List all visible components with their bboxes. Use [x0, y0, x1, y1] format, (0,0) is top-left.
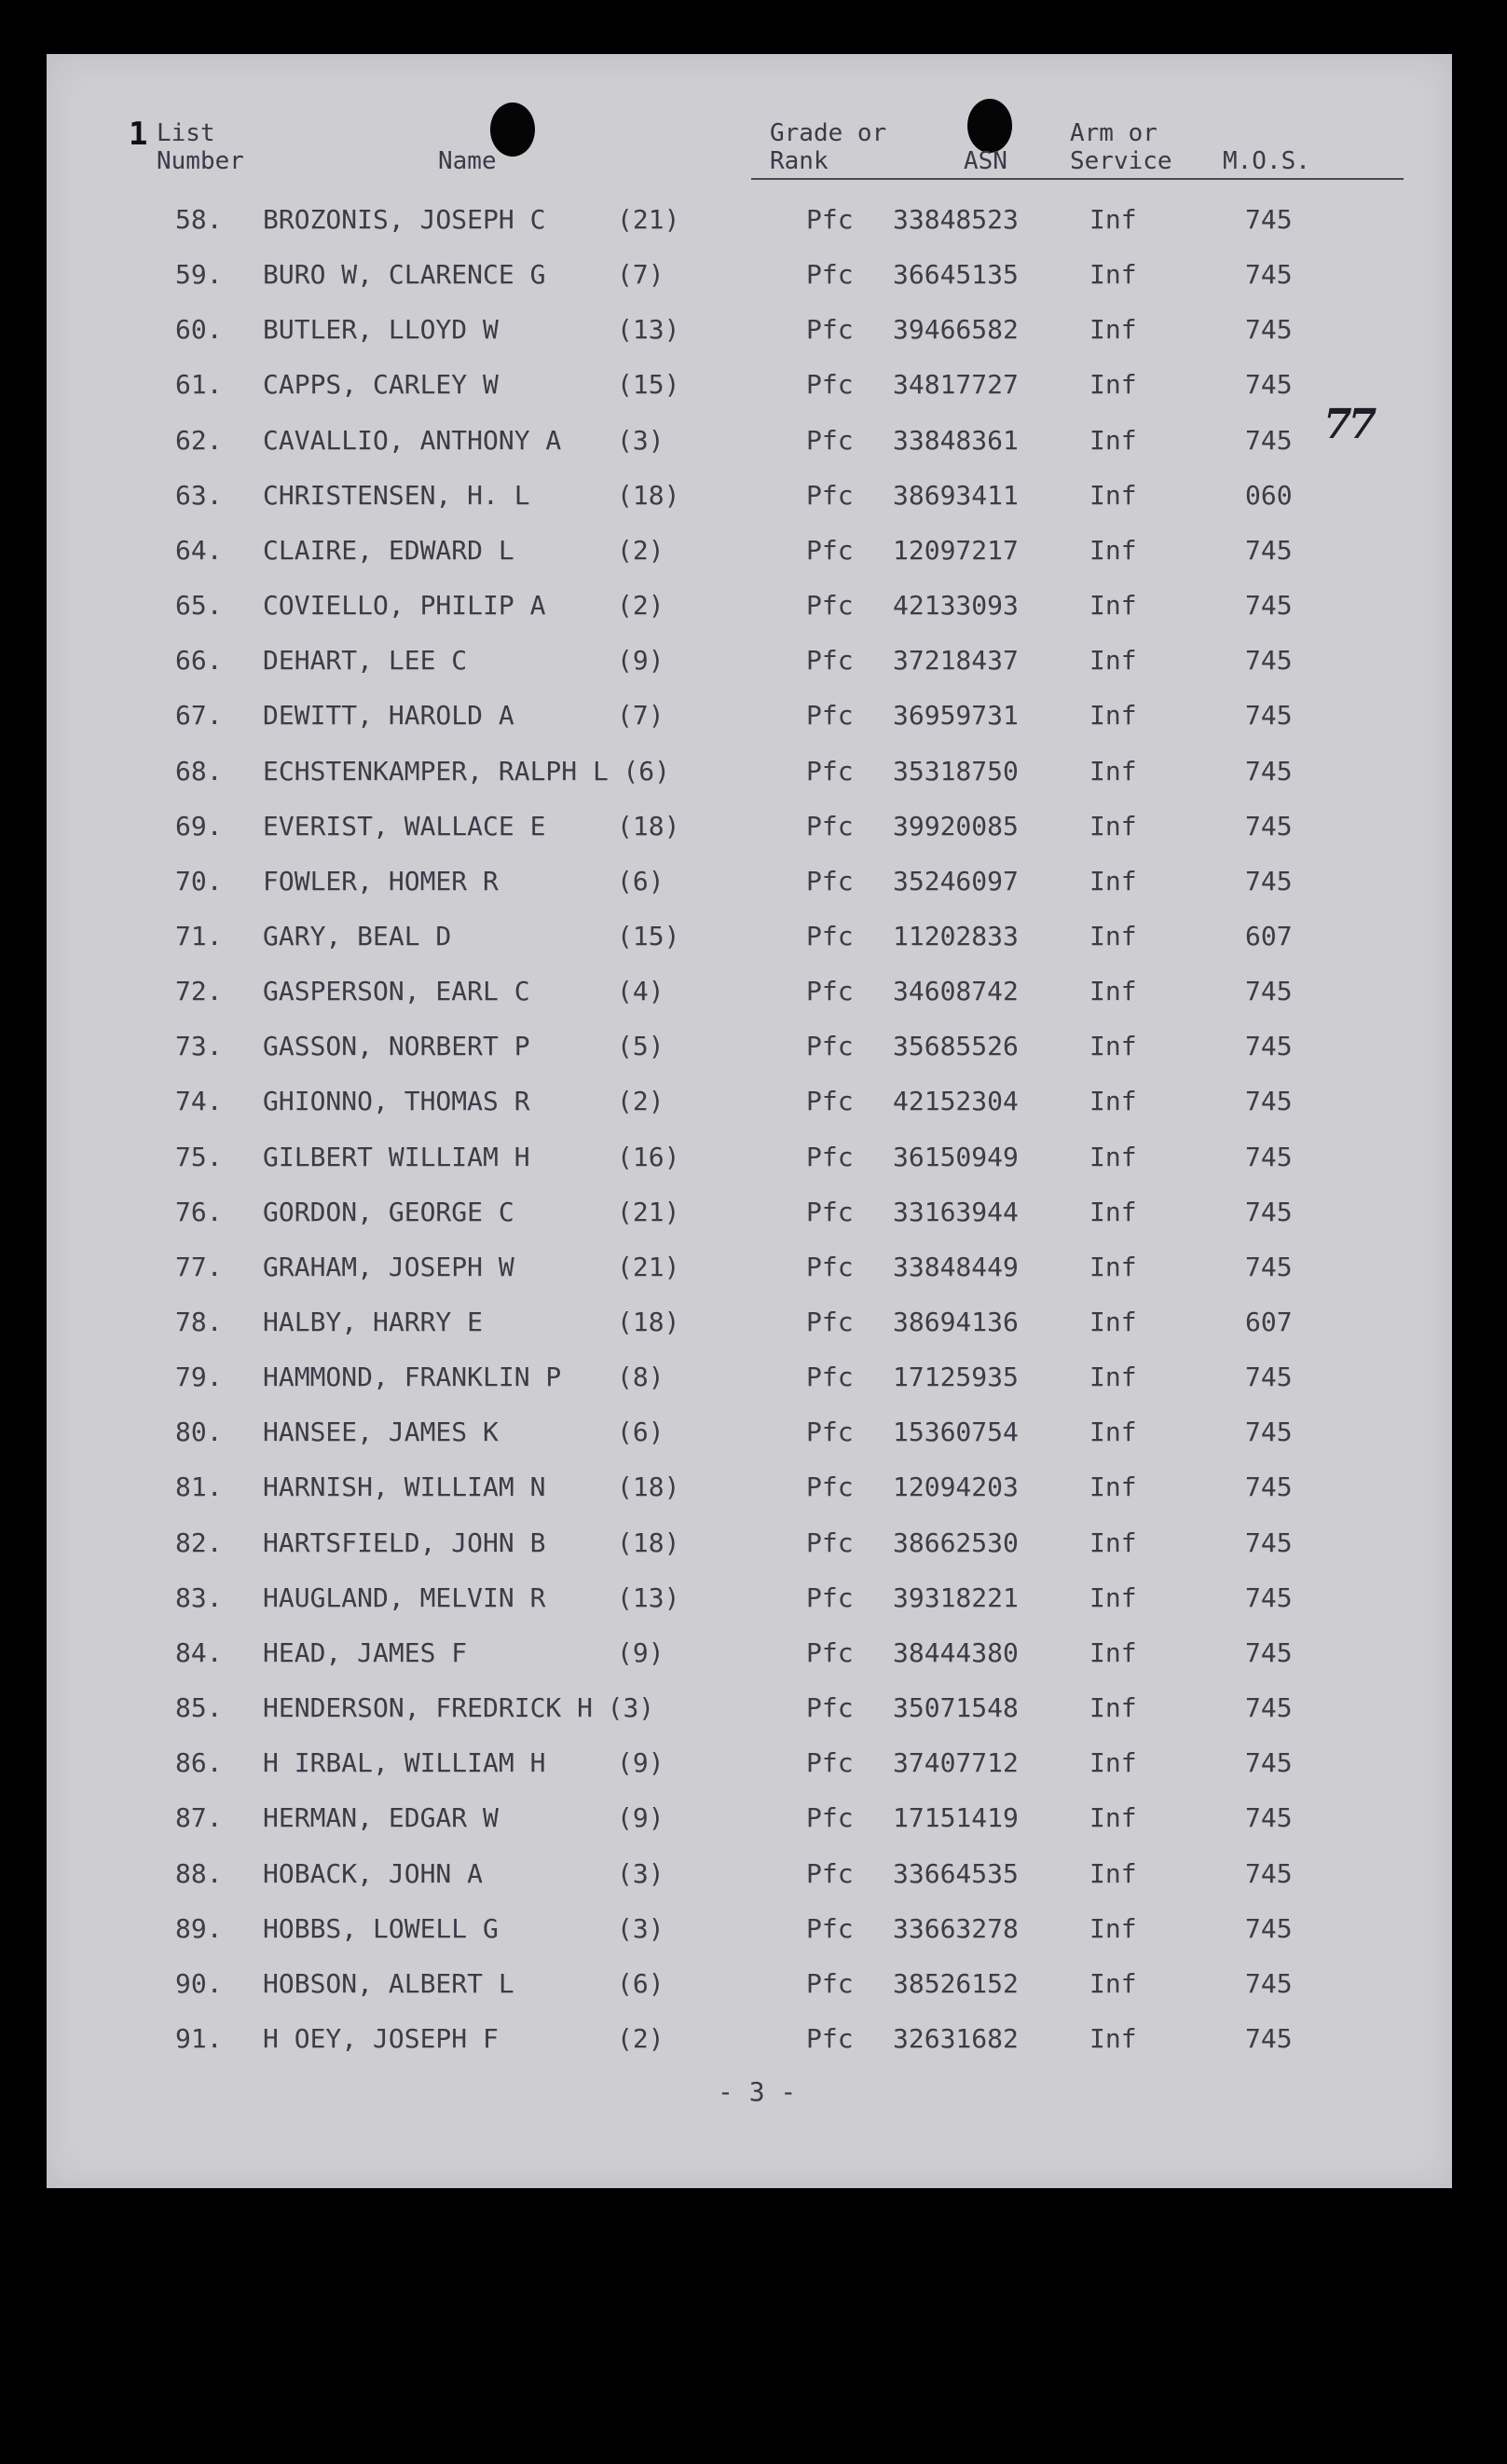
mos-code: 745 [1245, 865, 1293, 897]
soldier-name: HEAD, JAMES F [263, 1636, 468, 1668]
asn: 33848449 [893, 1251, 1019, 1282]
header-rule [751, 178, 1404, 180]
list-number: 86. [175, 1747, 223, 1779]
list-number: 78. [175, 1307, 223, 1337]
list-number: 64. [175, 534, 223, 566]
table-row [47, 1304, 1452, 1341]
arm-service: Inf [1089, 755, 1137, 787]
group-number: (2) [617, 1086, 664, 1117]
soldier-name: HAMMOND, FRANKLIN P [263, 1362, 562, 1393]
group-number: (5) [617, 1031, 664, 1062]
asn: 35318750 [893, 755, 1019, 787]
arm-service: Inf [1089, 1031, 1137, 1062]
asn: 42152304 [893, 1086, 1019, 1117]
soldier-name: DEHART, LEE C [263, 645, 468, 677]
table-row [47, 366, 1452, 404]
list-number: 83. [175, 1581, 223, 1613]
grade-rank: Pfc [806, 755, 854, 787]
grade-rank: Pfc [806, 204, 854, 235]
list-number: 84. [175, 1636, 223, 1668]
table-row [47, 201, 1452, 239]
soldier-name: CHRISTENSEN, H. L [263, 479, 530, 511]
arm-service: Inf [1089, 865, 1137, 897]
arm-service: Inf [1089, 1581, 1137, 1613]
asn: 34817727 [893, 369, 1019, 401]
grade-rank: Pfc [806, 1031, 854, 1062]
mos-code: 745 [1245, 1857, 1293, 1889]
list-number: 77. [175, 1251, 223, 1282]
group-number: (9) [617, 1636, 664, 1668]
mos-code: 745 [1245, 369, 1293, 401]
arm-service: Inf [1089, 1307, 1137, 1337]
grade-rank: Pfc [806, 1196, 854, 1227]
soldier-name: HAUGLAND, MELVIN R [263, 1581, 546, 1613]
grade-rank: Pfc [806, 700, 854, 732]
header-grade-rank: Grade or Rank [770, 119, 887, 175]
group-number: (18) [617, 810, 680, 842]
list-number: 70. [175, 865, 223, 897]
grade-rank: Pfc [806, 1967, 854, 1999]
grade-rank: Pfc [806, 1857, 854, 1889]
arm-service: Inf [1089, 1967, 1137, 1999]
mos-code: 745 [1245, 976, 1293, 1007]
group-number: (9) [617, 1747, 664, 1779]
group-number: (7) [617, 700, 664, 732]
asn: 34608742 [893, 976, 1019, 1007]
asn: 35071548 [893, 1692, 1019, 1724]
arm-service: Inf [1089, 1857, 1137, 1889]
table-row [47, 1414, 1452, 1451]
group-number: (21) [617, 204, 680, 235]
asn: 11202833 [893, 920, 1019, 951]
mos-code: 745 [1245, 1692, 1293, 1724]
asn: 39318221 [893, 1581, 1019, 1613]
handwritten-margin-note: 77 [1323, 401, 1374, 448]
table-row [47, 1469, 1452, 1506]
header-list-number: List Number [157, 119, 244, 175]
asn: 15360754 [893, 1417, 1019, 1448]
asn: 36959731 [893, 700, 1019, 732]
arm-service: Inf [1089, 810, 1137, 842]
table-row [47, 532, 1452, 569]
soldier-name: HARTSFIELD, JOHN B [263, 1526, 546, 1558]
arm-service: Inf [1089, 1636, 1137, 1668]
grade-rank: Pfc [806, 1307, 854, 1337]
list-number: 63. [175, 479, 223, 511]
mos-code: 745 [1245, 259, 1293, 291]
list-number: 73. [175, 1031, 223, 1062]
grade-rank: Pfc [806, 2022, 854, 2054]
list-number: 89. [175, 1912, 223, 1944]
grade-rank: Pfc [806, 1912, 854, 1944]
asn: 38662530 [893, 1526, 1019, 1558]
mos-code: 060 [1245, 479, 1293, 511]
list-number: 88. [175, 1857, 223, 1889]
table-row [47, 918, 1452, 955]
header-mos: M.O.S. [1223, 147, 1310, 175]
table-row [47, 2020, 1452, 2058]
asn: 36150949 [893, 1141, 1019, 1172]
list-number: 91. [175, 2022, 223, 2054]
asn: 37407712 [893, 1747, 1019, 1779]
arm-service: Inf [1089, 976, 1137, 1007]
table-row [47, 1800, 1452, 1837]
soldier-name: GILBERT WILLIAM H [263, 1141, 530, 1172]
mos-code: 745 [1245, 424, 1293, 456]
asn: 17125935 [893, 1362, 1019, 1393]
grade-rank: Pfc [806, 1251, 854, 1282]
grade-rank: Pfc [806, 1141, 854, 1172]
list-number: 68. [175, 755, 223, 787]
page-number: - 3 - [718, 2076, 797, 2107]
grade-rank: Pfc [806, 976, 854, 1007]
arm-service: Inf [1089, 700, 1137, 732]
group-number: (2) [617, 2022, 664, 2054]
document-page [47, 54, 1452, 2188]
group-number: (6) [617, 1417, 664, 1448]
table-row [47, 1083, 1452, 1120]
group-number: (2) [617, 534, 664, 566]
table-row [47, 973, 1452, 1010]
grade-rank: Pfc [806, 1526, 854, 1558]
arm-service: Inf [1089, 204, 1137, 235]
list-number: 65. [175, 590, 223, 622]
mos-code: 745 [1245, 1526, 1293, 1558]
list-number: 75. [175, 1141, 223, 1172]
group-number: (18) [617, 1472, 680, 1503]
table-row [47, 1580, 1452, 1617]
group-number: (3) [617, 1912, 664, 1944]
grade-rank: Pfc [806, 810, 854, 842]
mos-code: 745 [1245, 1581, 1293, 1613]
group-number: (3) [617, 1857, 664, 1889]
table-row [47, 1525, 1452, 1562]
asn: 39920085 [893, 810, 1019, 842]
soldier-name: CLAIRE, EDWARD L [263, 534, 514, 566]
group-number: (13) [617, 1581, 680, 1613]
arm-service: Inf [1089, 1912, 1137, 1944]
grade-rank: Pfc [806, 369, 854, 401]
grade-rank: Pfc [806, 534, 854, 566]
grade-rank: Pfc [806, 1417, 854, 1448]
asn: 39466582 [893, 314, 1019, 346]
table-row [47, 1194, 1452, 1231]
grade-rank: Pfc [806, 865, 854, 897]
asn: 35246097 [893, 865, 1019, 897]
soldier-name: BURO W, CLARENCE G [263, 259, 546, 291]
group-number: (3) [607, 1692, 655, 1724]
mos-code: 745 [1245, 1912, 1293, 1944]
group-number: (3) [617, 424, 664, 456]
mos-code: 745 [1245, 1196, 1293, 1227]
list-number: 59. [175, 259, 223, 291]
mos-code: 607 [1245, 920, 1293, 951]
grade-rank: Pfc [806, 424, 854, 456]
soldier-name: GARY, BEAL D [263, 920, 452, 951]
group-number: (9) [617, 645, 664, 677]
group-number: (6) [623, 755, 670, 787]
soldier-name: ECHSTENKAMPER, RALPH L [263, 755, 609, 787]
arm-service: Inf [1089, 1417, 1137, 1448]
table-row [47, 587, 1452, 624]
grade-rank: Pfc [806, 1747, 854, 1779]
soldier-name: BUTLER, LLOYD W [263, 314, 499, 346]
mos-code: 607 [1245, 1307, 1293, 1337]
soldier-name: EVERIST, WALLACE E [263, 810, 546, 842]
table-row [47, 1139, 1452, 1176]
asn: 17151419 [893, 1802, 1019, 1834]
mos-code: 745 [1245, 1086, 1293, 1117]
list-number: 79. [175, 1362, 223, 1393]
table-row [47, 1028, 1452, 1065]
list-number: 67. [175, 700, 223, 732]
grade-rank: Pfc [806, 645, 854, 677]
mos-code: 745 [1245, 1636, 1293, 1668]
asn: 35685526 [893, 1031, 1019, 1062]
soldier-name: HARNISH, WILLIAM N [263, 1472, 546, 1503]
table-row [47, 1745, 1452, 1782]
asn: 38693411 [893, 479, 1019, 511]
grade-rank: Pfc [806, 590, 854, 622]
group-number: (18) [617, 1307, 680, 1337]
group-number: (9) [617, 1802, 664, 1834]
arm-service: Inf [1089, 1251, 1137, 1282]
soldier-name: COVIELLO, PHILIP A [263, 590, 546, 622]
mos-code: 745 [1245, 810, 1293, 842]
grade-rank: Pfc [806, 920, 854, 951]
table-row [47, 697, 1452, 734]
punch-hole [967, 99, 1012, 153]
arm-service: Inf [1089, 534, 1137, 566]
mos-code: 745 [1245, 700, 1293, 732]
asn: 38694136 [893, 1307, 1019, 1337]
grade-rank: Pfc [806, 1362, 854, 1393]
arm-service: Inf [1089, 1747, 1137, 1779]
asn: 33848361 [893, 424, 1019, 456]
arm-service: Inf [1089, 1086, 1137, 1117]
arm-service: Inf [1089, 1802, 1137, 1834]
soldier-name: GRAHAM, JOSEPH W [263, 1251, 514, 1282]
mos-code: 745 [1245, 1251, 1293, 1282]
table-row [47, 1910, 1452, 1948]
header-asn: ASN [964, 147, 1007, 175]
mos-code: 745 [1245, 1967, 1293, 1999]
asn: 12097217 [893, 534, 1019, 566]
mos-code: 745 [1245, 314, 1293, 346]
grade-rank: Pfc [806, 1086, 854, 1117]
group-number: (7) [617, 259, 664, 291]
asn: 33163944 [893, 1196, 1019, 1227]
grade-rank: Pfc [806, 479, 854, 511]
table-row [47, 753, 1452, 790]
grade-rank: Pfc [806, 1802, 854, 1834]
list-number: 76. [175, 1196, 223, 1227]
arm-service: Inf [1089, 1526, 1137, 1558]
grade-rank: Pfc [806, 314, 854, 346]
grade-rank: Pfc [806, 1581, 854, 1613]
table-row [47, 1359, 1452, 1396]
asn: 12094203 [893, 1472, 1019, 1503]
soldier-name: DEWITT, HAROLD A [263, 700, 514, 732]
group-number: (8) [617, 1362, 664, 1393]
group-number: (2) [617, 590, 664, 622]
group-number: (15) [617, 369, 680, 401]
soldier-name: HOBSON, ALBERT L [263, 1967, 514, 1999]
arm-service: Inf [1089, 645, 1137, 677]
table-row [47, 642, 1452, 679]
table-row [47, 1635, 1452, 1672]
asn: 37218437 [893, 645, 1019, 677]
arm-service: Inf [1089, 590, 1137, 622]
soldier-name: GASSON, NORBERT P [263, 1031, 530, 1062]
soldier-name: BROZONIS, JOSEPH C [263, 204, 546, 235]
list-number: 61. [175, 369, 223, 401]
arm-service: Inf [1089, 2022, 1137, 2054]
arm-service: Inf [1089, 479, 1137, 511]
soldier-name: CAVALLIO, ANTHONY A [263, 424, 562, 456]
group-number: (18) [617, 479, 680, 511]
mos-code: 745 [1245, 1417, 1293, 1448]
header-name: Name [438, 147, 497, 175]
grade-rank: Pfc [806, 1636, 854, 1668]
group-number: (18) [617, 1526, 680, 1558]
table-row [47, 256, 1452, 294]
table-row [47, 422, 1452, 459]
table-row [47, 1249, 1452, 1286]
group-number: (6) [617, 865, 664, 897]
group-number: (21) [617, 1251, 680, 1282]
arm-service: Inf [1089, 1692, 1137, 1724]
table-row [47, 808, 1452, 845]
list-number: 82. [175, 1526, 223, 1558]
table-row [47, 1690, 1452, 1727]
group-number: (6) [617, 1967, 664, 1999]
asn: 33663278 [893, 1912, 1019, 1944]
soldier-name: FOWLER, HOMER R [263, 865, 499, 897]
soldier-name: HOBBS, LOWELL G [263, 1912, 499, 1944]
group-number: (21) [617, 1196, 680, 1227]
mos-code: 745 [1245, 2022, 1293, 2054]
mos-code: 745 [1245, 1802, 1293, 1834]
mos-code: 745 [1245, 1747, 1293, 1779]
soldier-name: HOBACK, JOHN A [263, 1857, 484, 1889]
arm-service: Inf [1089, 369, 1137, 401]
asn: 32631682 [893, 2022, 1019, 2054]
list-number: 81. [175, 1472, 223, 1503]
asn: 38444380 [893, 1636, 1019, 1668]
asn: 33848523 [893, 204, 1019, 235]
table-row [47, 311, 1452, 349]
punch-hole [490, 103, 535, 157]
arm-service: Inf [1089, 920, 1137, 951]
list-number: 90. [175, 1967, 223, 1999]
grade-rank: Pfc [806, 1692, 854, 1724]
arm-service: Inf [1089, 314, 1137, 346]
soldier-name: CAPPS, CARLEY W [263, 369, 499, 401]
table-row [47, 1855, 1452, 1893]
asn: 36645135 [893, 259, 1019, 291]
mos-code: 745 [1245, 1031, 1293, 1062]
soldier-name: HANSEE, JAMES K [263, 1417, 499, 1448]
table-row [47, 863, 1452, 900]
arm-service: Inf [1089, 1141, 1137, 1172]
arm-service: Inf [1089, 1196, 1137, 1227]
table-row [47, 1965, 1452, 2003]
list-number: 62. [175, 424, 223, 456]
mos-code: 745 [1245, 645, 1293, 677]
list-number: 80. [175, 1417, 223, 1448]
corner-mark: 1 [129, 116, 148, 153]
grade-rank: Pfc [806, 1472, 854, 1503]
arm-service: Inf [1089, 1472, 1137, 1503]
group-number: (16) [617, 1141, 680, 1172]
group-number: (13) [617, 314, 680, 346]
soldier-name: HALBY, HARRY E [263, 1307, 484, 1337]
list-number: 72. [175, 976, 223, 1007]
soldier-name: GORDON, GEORGE C [263, 1196, 514, 1227]
soldier-name: H IRBAL, WILLIAM H [263, 1747, 546, 1779]
table-row [47, 477, 1452, 514]
group-number: (4) [617, 976, 664, 1007]
list-number: 69. [175, 810, 223, 842]
mos-code: 745 [1245, 1141, 1293, 1172]
soldier-name: HERMAN, EDGAR W [263, 1802, 499, 1834]
mos-code: 745 [1245, 590, 1293, 622]
mos-code: 745 [1245, 1472, 1293, 1503]
list-number: 71. [175, 920, 223, 951]
asn: 33664535 [893, 1857, 1019, 1889]
asn: 38526152 [893, 1967, 1019, 1999]
list-number: 87. [175, 1802, 223, 1834]
header-arm-service: Arm or Service [1070, 119, 1172, 175]
mos-code: 745 [1245, 204, 1293, 235]
list-number: 74. [175, 1086, 223, 1117]
grade-rank: Pfc [806, 259, 854, 291]
arm-service: Inf [1089, 1362, 1137, 1393]
soldier-name: HENDERSON, FREDRICK H [263, 1692, 594, 1724]
mos-code: 745 [1245, 755, 1293, 787]
group-number: (15) [617, 920, 680, 951]
arm-service: Inf [1089, 259, 1137, 291]
arm-service: Inf [1089, 424, 1137, 456]
mos-code: 745 [1245, 534, 1293, 566]
list-number: 60. [175, 314, 223, 346]
soldier-name: GHIONNO, THOMAS R [263, 1086, 530, 1117]
mos-code: 745 [1245, 1362, 1293, 1393]
list-number: 66. [175, 645, 223, 677]
asn: 42133093 [893, 590, 1019, 622]
soldier-name: GASPERSON, EARL C [263, 976, 530, 1007]
list-number: 58. [175, 204, 223, 235]
soldier-name: H OEY, JOSEPH F [263, 2022, 499, 2054]
list-number: 85. [175, 1692, 223, 1724]
